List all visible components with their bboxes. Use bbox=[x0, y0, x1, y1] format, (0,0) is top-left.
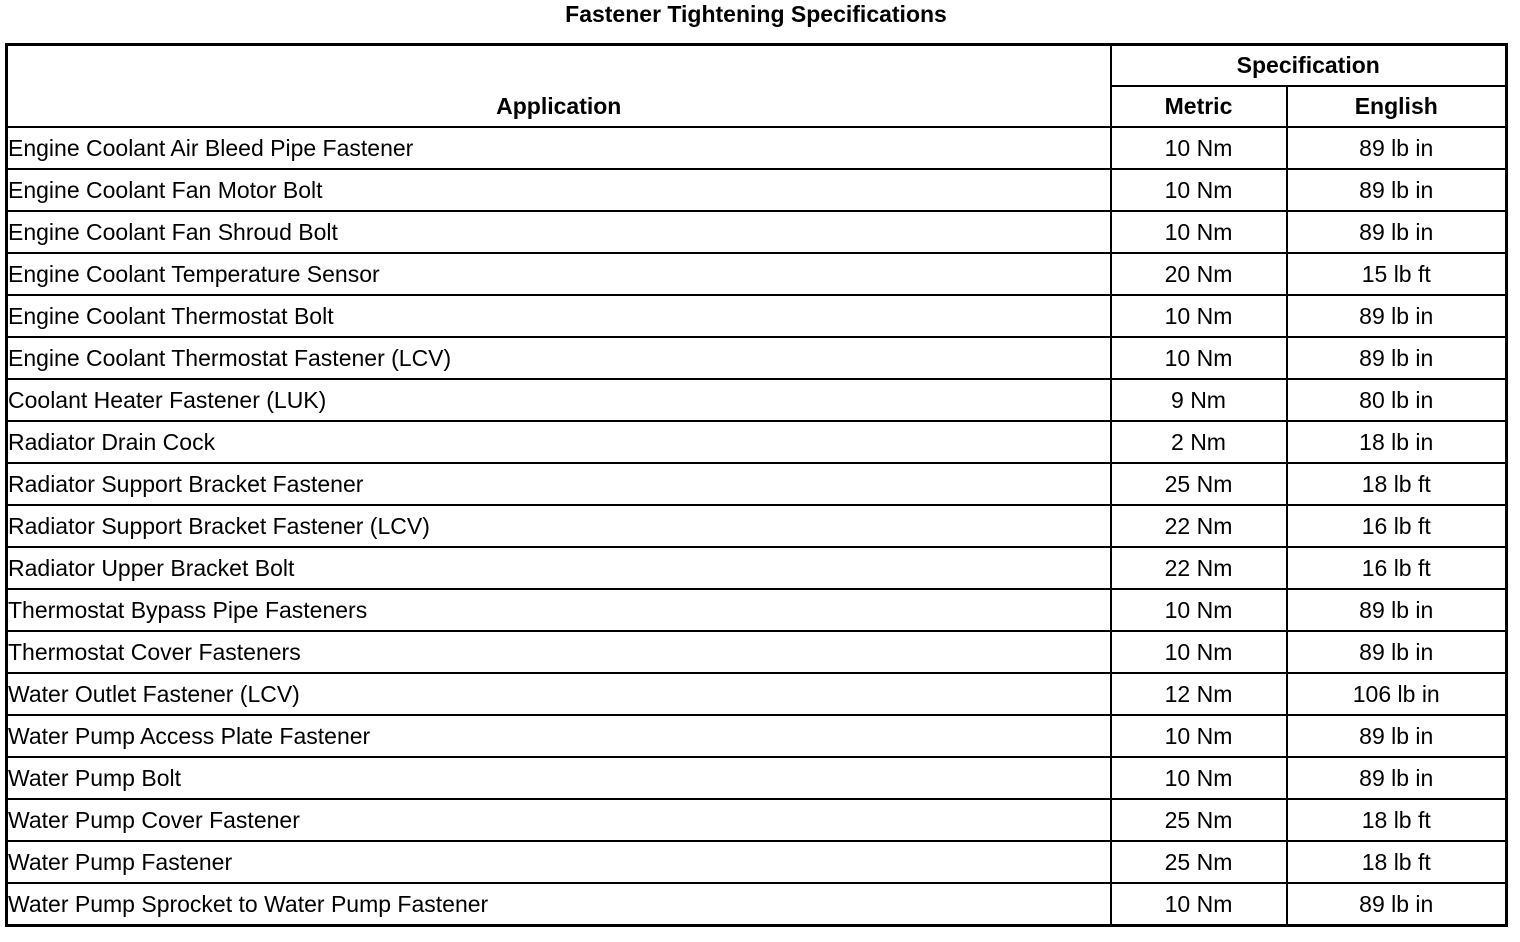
column-header-english: English bbox=[1287, 86, 1507, 127]
metric-value-cell: 10 Nm bbox=[1111, 589, 1287, 631]
application-cell: Engine Coolant Thermostat Bolt bbox=[7, 295, 1111, 337]
application-cell: Water Outlet Fastener (LCV) bbox=[7, 673, 1111, 715]
column-header-specification: Specification bbox=[1111, 45, 1507, 87]
table-row bbox=[7, 757, 1507, 799]
english-value-cell: 89 lb in bbox=[1287, 211, 1507, 253]
application-cell: Engine Coolant Fan Shroud Bolt bbox=[7, 211, 1111, 253]
metric-value-cell: 22 Nm bbox=[1111, 547, 1287, 589]
table-row bbox=[7, 463, 1507, 505]
metric-value-cell: 25 Nm bbox=[1111, 841, 1287, 883]
table-row bbox=[7, 799, 1507, 841]
application-cell: Thermostat Bypass Pipe Fasteners bbox=[7, 589, 1111, 631]
page-title: Fastener Tightening Specifications bbox=[565, 1, 947, 27]
english-value-cell: 89 lb in bbox=[1287, 589, 1507, 631]
english-value-cell: 89 lb in bbox=[1287, 631, 1507, 673]
table-row bbox=[7, 253, 1507, 295]
table-row bbox=[7, 883, 1507, 926]
application-cell: Thermostat Cover Fasteners bbox=[7, 631, 1111, 673]
english-value-cell: 18 lb ft bbox=[1287, 841, 1507, 883]
application-cell: Radiator Drain Cock bbox=[7, 421, 1111, 463]
table-row bbox=[7, 337, 1507, 379]
english-value-cell: 18 lb in bbox=[1287, 421, 1507, 463]
metric-value-cell: 10 Nm bbox=[1111, 715, 1287, 757]
metric-value-cell: 20 Nm bbox=[1111, 253, 1287, 295]
application-cell: Radiator Support Bracket Fastener bbox=[7, 463, 1111, 505]
english-value-cell: 89 lb in bbox=[1287, 883, 1507, 926]
application-cell: Engine Coolant Air Bleed Pipe Fastener bbox=[7, 127, 1111, 169]
metric-value-cell: 10 Nm bbox=[1111, 757, 1287, 799]
column-header-metric: Metric bbox=[1111, 86, 1287, 127]
application-cell: Water Pump Bolt bbox=[7, 757, 1111, 799]
english-value-cell: 89 lb in bbox=[1287, 127, 1507, 169]
english-value-cell: 106 lb in bbox=[1287, 673, 1507, 715]
metric-value-cell: 10 Nm bbox=[1111, 337, 1287, 379]
table-row bbox=[7, 379, 1507, 421]
application-cell: Engine Coolant Fan Motor Bolt bbox=[7, 169, 1111, 211]
application-cell: Engine Coolant Thermostat Fastener (LCV) bbox=[7, 337, 1111, 379]
metric-value-cell: 9 Nm bbox=[1111, 379, 1287, 421]
metric-value-cell: 10 Nm bbox=[1111, 883, 1287, 926]
table-row bbox=[7, 169, 1507, 211]
english-value-cell: 89 lb in bbox=[1287, 169, 1507, 211]
english-value-cell: 16 lb ft bbox=[1287, 547, 1507, 589]
metric-value-cell: 10 Nm bbox=[1111, 127, 1287, 169]
english-value-cell: 89 lb in bbox=[1287, 757, 1507, 799]
table-row bbox=[7, 547, 1507, 589]
metric-value-cell: 12 Nm bbox=[1111, 673, 1287, 715]
table-row bbox=[7, 295, 1507, 337]
table-row bbox=[7, 505, 1507, 547]
english-value-cell: 18 lb ft bbox=[1287, 463, 1507, 505]
application-cell: Coolant Heater Fastener (LUK) bbox=[7, 379, 1111, 421]
application-cell: Radiator Support Bracket Fastener (LCV) bbox=[7, 505, 1111, 547]
english-value-cell: 89 lb in bbox=[1287, 715, 1507, 757]
metric-value-cell: 10 Nm bbox=[1111, 631, 1287, 673]
metric-value-cell: 10 Nm bbox=[1111, 295, 1287, 337]
table-body bbox=[7, 127, 1507, 926]
table-row bbox=[7, 841, 1507, 883]
metric-value-cell: 25 Nm bbox=[1111, 799, 1287, 841]
english-value-cell: 80 lb in bbox=[1287, 379, 1507, 421]
application-cell: Water Pump Sprocket to Water Pump Fastener bbox=[7, 883, 1111, 926]
metric-value-cell: 10 Nm bbox=[1111, 169, 1287, 211]
application-cell: Water Pump Fastener bbox=[7, 841, 1111, 883]
table-row bbox=[7, 673, 1507, 715]
english-value-cell: 89 lb in bbox=[1287, 295, 1507, 337]
application-cell: Radiator Upper Bracket Bolt bbox=[7, 547, 1111, 589]
metric-value-cell: 10 Nm bbox=[1111, 211, 1287, 253]
metric-value-cell: 22 Nm bbox=[1111, 505, 1287, 547]
application-cell: Water Pump Cover Fastener bbox=[7, 799, 1111, 841]
english-value-cell: 18 lb ft bbox=[1287, 799, 1507, 841]
table-row bbox=[7, 715, 1507, 757]
english-value-cell: 89 lb in bbox=[1287, 337, 1507, 379]
table-header bbox=[7, 45, 1507, 128]
english-value-cell: 16 lb ft bbox=[1287, 505, 1507, 547]
column-header-application: Application bbox=[7, 45, 1111, 128]
metric-value-cell: 2 Nm bbox=[1111, 421, 1287, 463]
english-value-cell: 15 lb ft bbox=[1287, 253, 1507, 295]
metric-value-cell: 25 Nm bbox=[1111, 463, 1287, 505]
fastener-spec-table bbox=[5, 43, 1508, 927]
table-row bbox=[7, 421, 1507, 463]
application-cell: Water Pump Access Plate Fastener bbox=[7, 715, 1111, 757]
application-cell: Engine Coolant Temperature Sensor bbox=[7, 253, 1111, 295]
table-row bbox=[7, 589, 1507, 631]
table-row bbox=[7, 127, 1507, 169]
table-row bbox=[7, 631, 1507, 673]
table-row bbox=[7, 211, 1507, 253]
